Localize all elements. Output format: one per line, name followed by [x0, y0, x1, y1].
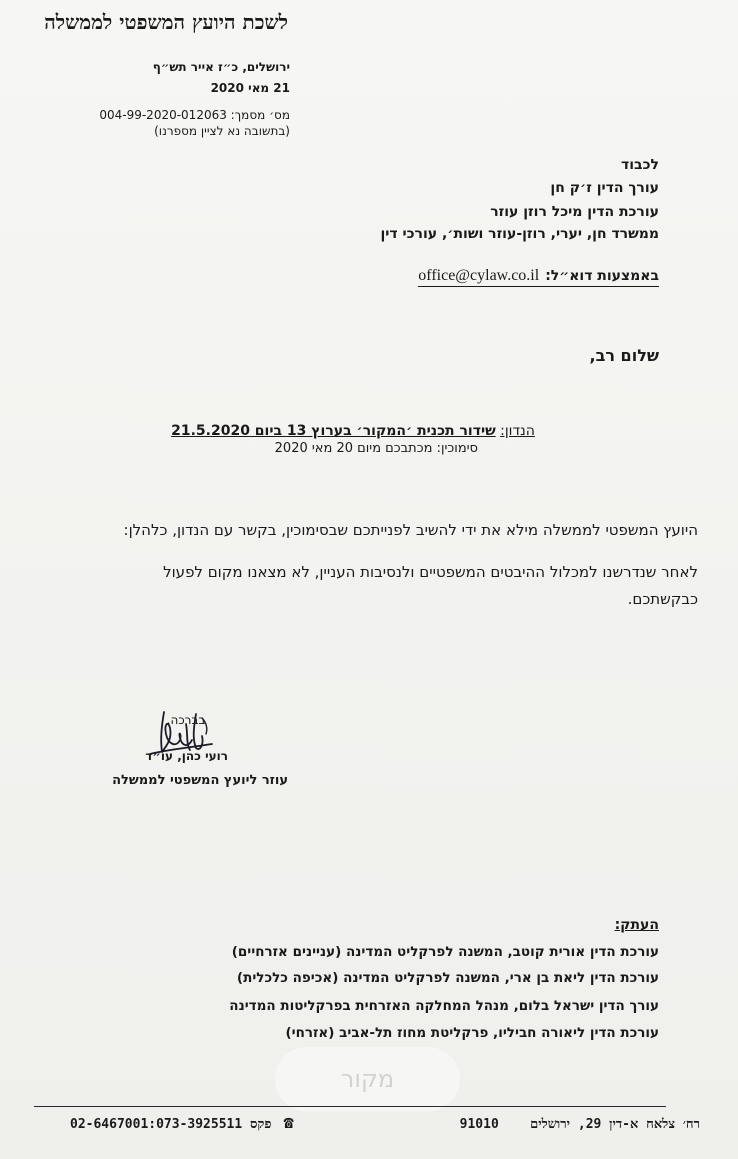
- footer-divider: [34, 1106, 666, 1107]
- original-watermark: מקור: [275, 1047, 460, 1111]
- reference-note: (בתשובה נא לציין מספרנו): [154, 124, 290, 138]
- signatory-title: עוזר ליועץ המשפטי לממשלה: [112, 773, 288, 788]
- signatory-name: רועי כהן, עו״ד: [145, 749, 228, 763]
- signature-closing: בברכה,: [166, 713, 206, 727]
- body-paragraph: לאחר שנדרשנו למכלול ההיבטים המשפטיים ולנסיבות העניין, לא מצאנו מקום לפעול: [163, 563, 698, 581]
- office-name: לשכת היועץ המשפטי לממשלה: [44, 10, 288, 34]
- subject-reference: סימוכין: מכתבכם מיום 20 מאי 2020: [274, 441, 478, 456]
- footer: [70, 1115, 700, 1132]
- addressee-line: עורך הדין ז׳ק חן: [550, 180, 659, 196]
- document-reference: מס׳ מסמך: 004-99-2020-012063: [99, 108, 290, 122]
- addressee-line: עורכת הדין מיכל רוזן עוזר: [490, 204, 659, 220]
- cc-item: עורכת הדין ליאת בן ארי, המשנה לפרקליט המדינה (אכיפה כלכלית): [236, 970, 659, 986]
- date-hebrew: ירושלים, כ״ז אייר תש״ף: [152, 60, 290, 74]
- subject-title: שידור תכנית ׳המקור׳ בערוץ 13 ביום 21.5.2020: [171, 423, 496, 439]
- cc-item: עורכת הדין אורית קוטב, המשנה לפרקליט המדינה (עניינים אזרחיים): [231, 944, 659, 960]
- footer-zip: 91010: [459, 1116, 499, 1132]
- greeting: שלום רב,: [589, 346, 659, 365]
- footer-contact-group: [70, 1115, 294, 1132]
- footer-address-group: [460, 1116, 700, 1132]
- telephone-icon: ☎: [283, 1113, 294, 1133]
- addressee-line: ממשרד חן, יערי, רוזן-עוזר ושות׳, עורכי דין: [380, 226, 659, 242]
- body-paragraph: היועץ המשפטי לממשלה מילא את ידי להשיב לפנייתכם שבסימוכין, בקשר עם הנדון, כלהלן:: [123, 521, 698, 539]
- date-gregorian: 21 מאי 2020: [210, 81, 290, 95]
- email-address[interactable]: office@cylaw.co.il: [418, 267, 540, 284]
- footer-address: רח׳ צלאח א-דין 29, ירושלים: [530, 1116, 700, 1132]
- subject-line: [170, 423, 536, 439]
- cc-label: העתק:: [614, 917, 659, 933]
- addressee-salutation: לכבוד: [621, 157, 659, 173]
- footer-phones: 02-6467001:073-3925511 פקס: [70, 1116, 272, 1132]
- addressee-email-line: [418, 267, 659, 287]
- cc-item: עורכת הדין ליאורה חביליו, פרקליטת מחוז תל-אביב (אזרחי): [285, 1025, 659, 1041]
- body-paragraph: כבקשתכם.: [627, 590, 698, 608]
- email-label: באמצעות דוא״ל:: [545, 268, 659, 284]
- subject-label: הנדון:: [500, 423, 535, 439]
- cc-item: עורך הדין ישראל בלום, מנהל המחלקה האזרחית בפרקליטות המדינה: [229, 998, 659, 1014]
